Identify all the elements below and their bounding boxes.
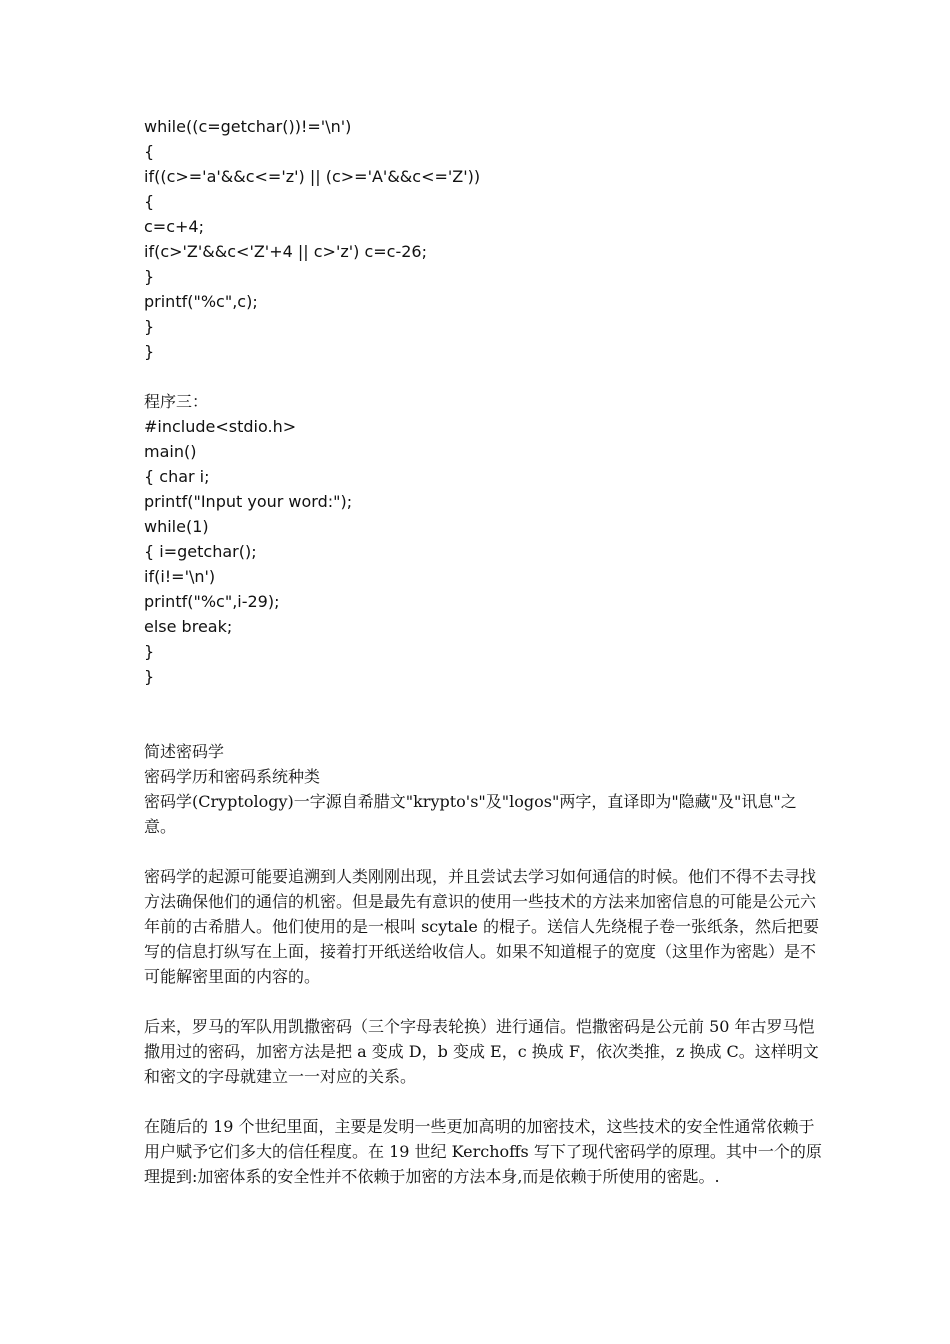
code-line: {: [144, 142, 155, 161]
code-line: }: [144, 317, 155, 336]
code-line: printf("%c",c);: [144, 292, 258, 311]
document-page: [144, 114, 824, 1189]
code-line: c=c+4;: [144, 217, 204, 236]
code-line: while((c=getchar())!='\n'): [144, 117, 352, 136]
code-line: #include<stdio.h>: [144, 417, 297, 436]
code-line: { char i;: [144, 467, 210, 486]
section-subtitle: 密码学历和密码系统种类: [144, 767, 321, 786]
spacer: [144, 364, 824, 389]
paragraph: 密码学的起源可能要追溯到人类刚刚出现，并且尝试去学习如何通信的时候。他们不得不去寻找方法确保他们的通信的机密。但是最先有意识的使用一些技术的方法来加密信息的可能是公元六年前的古希腊人。他们使用的是一根叫 scytale 的棍子。送信人先绕棍子卷一张纸条，然后把要写的信息打纵写在上面，接着打开纸送给收信人。如果不知道棍子的宽度（这里作为密匙）是不可能解密里面的内容的。: [144, 867, 819, 986]
code-line: main(): [144, 442, 197, 461]
code-line: }: [144, 667, 155, 686]
code-line: { i=getchar();: [144, 542, 257, 561]
code-line: if(i!='\n'): [144, 567, 216, 586]
spacer: [144, 1089, 824, 1114]
code-line: }: [144, 342, 155, 361]
spacer: [144, 839, 824, 864]
code-block-program3: [144, 414, 824, 689]
code-line: if((c>='a'&&c<='z') || (c>='A'&&c<='Z')): [144, 167, 481, 186]
code-line: printf("%c",i-29);: [144, 592, 280, 611]
paragraph: 后来，罗马的军队用凯撒密码（三个字母表轮换）进行通信。恺撒密码是公元前 50 年古罗马恺撒用过的密码，加密方法是把 a 变成 D，b 变成 E，c 换成 F，依次类推，z 换成 C。这样明文和密文的字母就建立一一对应的关系。: [144, 1017, 819, 1086]
program3-heading: 程序三：: [144, 392, 209, 411]
code-line: while(1): [144, 517, 209, 536]
spacer: [144, 689, 824, 714]
paragraph: 在随后的 19 个世纪里面，主要是发明一些更加高明的加密技术，这些技术的安全性通常依赖于用户赋予它们多大的信任程度。在 19 世纪 Kerchoffs 写下了现代密码学的原理。其中一个的原理提到:加密体系的安全性并不依赖于加密的方法本身,而是依赖于所使用的密匙。.: [144, 1117, 822, 1186]
code-line: else break;: [144, 617, 233, 636]
code-line: printf("Input your word:");: [144, 492, 353, 511]
spacer: [144, 714, 824, 739]
code-block-program2: [144, 114, 824, 364]
code-line: if(c>'Z'&&c<'Z'+4 || c>'z') c=c-26;: [144, 242, 427, 261]
spacer: [144, 989, 824, 1014]
paragraph: 密码学(Cryptology)一字源自希腊文"krypto's"及"logos"两字，直译即为"隐藏"及"讯息"之意。: [144, 792, 797, 836]
section-title: 简述密码学: [144, 742, 225, 761]
code-line: }: [144, 642, 155, 661]
code-line: {: [144, 192, 155, 211]
code-line: }: [144, 267, 155, 286]
